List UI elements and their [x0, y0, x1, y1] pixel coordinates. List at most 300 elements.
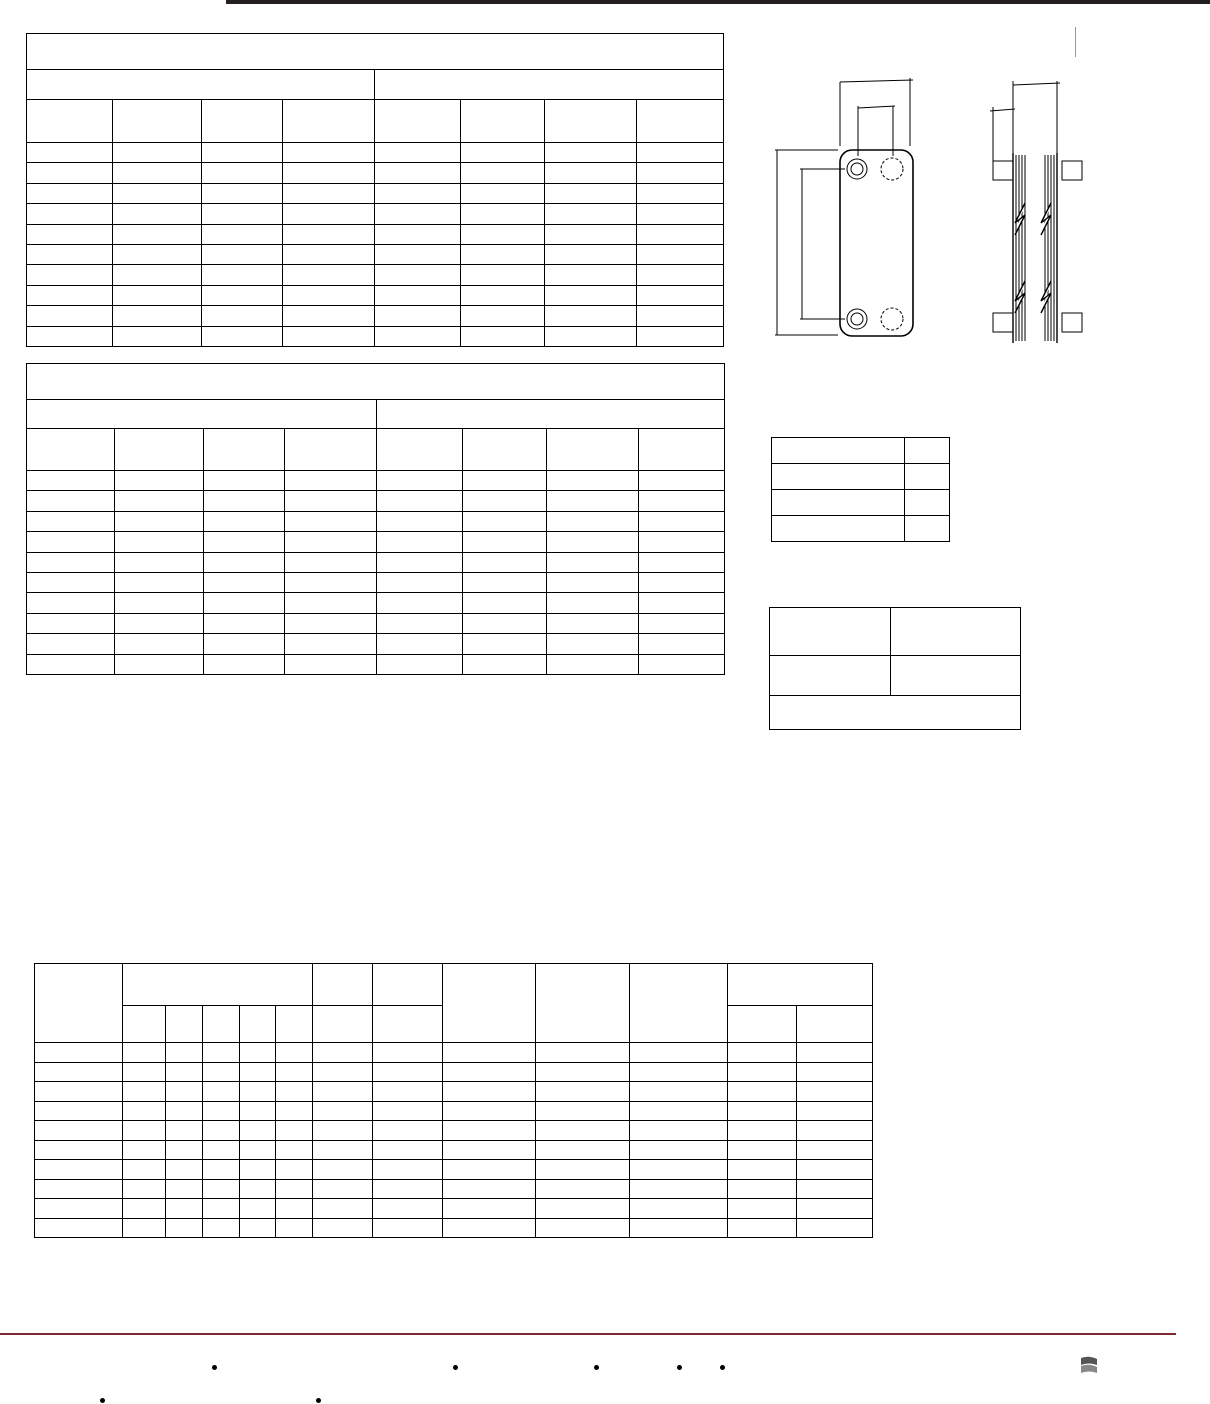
table-cell	[630, 1140, 728, 1160]
table-cell	[113, 224, 202, 244]
table-header-cell	[240, 1006, 276, 1043]
table-cell	[240, 1121, 276, 1141]
table-cell	[202, 204, 283, 224]
table-cell	[547, 552, 639, 572]
table-cell	[113, 204, 202, 224]
table-header-cell	[313, 964, 373, 1006]
table-cell	[283, 143, 375, 163]
table-cell	[276, 1199, 313, 1219]
table-cell	[637, 143, 724, 163]
table-cell	[536, 1082, 630, 1102]
table-cell	[115, 613, 204, 633]
group-header-cell	[375, 70, 724, 100]
table-cell	[461, 163, 545, 183]
table-cell	[115, 572, 204, 592]
table-cell	[545, 306, 637, 326]
table-cell	[204, 654, 285, 674]
table-cell	[536, 1043, 630, 1063]
table-cell	[283, 285, 375, 305]
table-cell	[547, 491, 639, 511]
table-cell	[313, 1121, 373, 1141]
table-cell	[463, 471, 547, 491]
table-header-cell	[536, 964, 630, 1043]
table-cell	[202, 183, 283, 203]
table-cell	[443, 1199, 536, 1219]
table-cell	[377, 634, 463, 654]
table-cell	[123, 1199, 166, 1219]
table-cell	[630, 1160, 728, 1180]
table-row	[27, 471, 725, 491]
table-cell	[113, 183, 202, 203]
table-cell	[166, 1199, 203, 1219]
table-cell	[35, 1062, 123, 1082]
table-cell	[463, 552, 547, 572]
table-cell	[313, 1140, 373, 1160]
table-row	[27, 265, 724, 285]
table-cell	[443, 1218, 536, 1238]
table-cell	[630, 1101, 728, 1121]
table-cell	[545, 204, 637, 224]
table-row	[35, 1199, 873, 1219]
table-cell	[285, 593, 377, 613]
table-cell	[905, 438, 950, 464]
table-cell	[203, 1121, 240, 1141]
footer-bullet	[720, 1365, 725, 1370]
table-cell	[547, 532, 639, 552]
table-cell	[545, 285, 637, 305]
table-row	[27, 244, 724, 264]
table-cell	[373, 1140, 443, 1160]
table-row	[27, 634, 725, 654]
table-cell	[166, 1140, 203, 1160]
table-cell	[770, 696, 1021, 730]
table-cell	[639, 511, 725, 531]
table-header-cell	[27, 100, 113, 143]
table-cell	[285, 491, 377, 511]
table-cell	[536, 1160, 630, 1180]
table-cell	[545, 224, 637, 244]
table-cell	[166, 1082, 203, 1102]
table-row	[27, 511, 725, 531]
table-cell	[373, 1062, 443, 1082]
table-row	[772, 438, 950, 464]
table-row	[35, 1101, 873, 1121]
table-cell	[373, 1199, 443, 1219]
dimensions-table	[34, 963, 873, 1238]
table-cell	[27, 552, 115, 572]
table-row	[35, 1140, 873, 1160]
table-row	[35, 1062, 873, 1082]
table-cell	[637, 326, 724, 346]
table-cell	[905, 464, 950, 490]
table-cell	[285, 511, 377, 531]
table-cell	[204, 552, 285, 572]
table-cell	[797, 1043, 873, 1063]
table-cell	[285, 572, 377, 592]
table-cell	[797, 1218, 873, 1238]
table-cell	[27, 613, 115, 633]
table-header-cell	[27, 429, 115, 471]
table-cell	[115, 471, 204, 491]
table-cell	[283, 204, 375, 224]
table-header-cell	[545, 100, 637, 143]
table-cell	[166, 1218, 203, 1238]
connection-options-table	[769, 607, 1021, 730]
table-cell	[202, 326, 283, 346]
table-header-cell	[375, 100, 461, 143]
table-cell	[285, 634, 377, 654]
table-row	[27, 143, 724, 163]
table-cell	[639, 634, 725, 654]
table-cell	[115, 654, 204, 674]
table-cell	[115, 532, 204, 552]
table-row	[27, 613, 725, 633]
plate-side-view-drawing	[985, 75, 1085, 350]
footer-bullet	[594, 1365, 599, 1370]
table-cell	[27, 183, 113, 203]
table-cell	[35, 1043, 123, 1063]
table-cell	[375, 163, 461, 183]
table-cell	[547, 572, 639, 592]
table-cell	[35, 1140, 123, 1160]
table-cell	[891, 608, 1021, 656]
table-header-cell	[373, 964, 443, 1006]
table-row	[27, 572, 725, 592]
table-cell	[443, 1062, 536, 1082]
table-cell	[240, 1199, 276, 1219]
table-cell	[377, 654, 463, 674]
table-cell	[203, 1101, 240, 1121]
table-cell	[443, 1140, 536, 1160]
table-cell	[630, 1218, 728, 1238]
table-cell	[630, 1121, 728, 1141]
table-cell	[461, 183, 545, 203]
table-cell	[123, 1062, 166, 1082]
table-cell	[630, 1082, 728, 1102]
table-cell	[377, 552, 463, 572]
table-cell	[283, 163, 375, 183]
table-header-cell	[202, 100, 283, 143]
table-cell	[905, 516, 950, 542]
table-cell	[123, 1043, 166, 1063]
group-header-cell	[27, 70, 375, 100]
table-row	[27, 285, 724, 305]
table-header-cell	[373, 1006, 443, 1043]
table-cell	[728, 1140, 797, 1160]
table-cell	[115, 552, 204, 572]
table-cell	[461, 265, 545, 285]
performance-table-1	[26, 33, 724, 347]
table-cell	[27, 471, 115, 491]
table-cell	[166, 1062, 203, 1082]
table-cell	[375, 265, 461, 285]
table-row	[27, 552, 725, 572]
table-cell	[547, 613, 639, 633]
table-row	[27, 306, 724, 326]
table-cell	[463, 572, 547, 592]
table-cell	[547, 634, 639, 654]
table-cell	[728, 1101, 797, 1121]
table-cell	[203, 1043, 240, 1063]
table-cell	[313, 1043, 373, 1063]
table-cell	[630, 1199, 728, 1219]
table-cell	[443, 1043, 536, 1063]
table-cell	[637, 204, 724, 224]
table-cell	[463, 634, 547, 654]
table-cell	[276, 1062, 313, 1082]
table-row	[772, 464, 950, 490]
table-cell	[202, 143, 283, 163]
table-row	[35, 1082, 873, 1102]
table-cell	[377, 572, 463, 592]
table-cell	[203, 1218, 240, 1238]
table-header-cell	[461, 100, 545, 143]
table-cell	[637, 244, 724, 264]
table-cell	[463, 613, 547, 633]
table-cell	[166, 1101, 203, 1121]
table-cell	[639, 491, 725, 511]
table-cell	[443, 1160, 536, 1180]
table-cell	[276, 1179, 313, 1199]
table-cell	[637, 265, 724, 285]
table-cell	[27, 306, 113, 326]
table-cell	[375, 224, 461, 244]
table-cell	[536, 1101, 630, 1121]
table-cell	[240, 1179, 276, 1199]
table-cell	[772, 516, 905, 542]
table-cell	[377, 471, 463, 491]
table-cell	[797, 1062, 873, 1082]
table-cell	[728, 1043, 797, 1063]
table-cell	[283, 183, 375, 203]
table-cell	[461, 306, 545, 326]
table-cell	[630, 1043, 728, 1063]
table-cell	[313, 1082, 373, 1102]
table-cell	[547, 471, 639, 491]
table-cell	[639, 613, 725, 633]
table-row	[27, 491, 725, 511]
table-cell	[463, 654, 547, 674]
table-cell	[375, 143, 461, 163]
table-cell	[204, 572, 285, 592]
table-header-cell	[204, 429, 285, 471]
table-cell	[35, 1218, 123, 1238]
table-cell	[27, 224, 113, 244]
table-cell	[204, 471, 285, 491]
table-cell	[123, 1121, 166, 1141]
table-row	[27, 163, 724, 183]
table-cell	[27, 491, 115, 511]
table-cell	[313, 1101, 373, 1121]
table-row	[27, 183, 724, 203]
table-header-cell	[728, 1006, 797, 1043]
table-cell	[536, 1218, 630, 1238]
table-cell	[728, 1218, 797, 1238]
table-cell	[797, 1160, 873, 1180]
table-cell	[373, 1101, 443, 1121]
table-cell	[375, 244, 461, 264]
table-cell	[35, 1082, 123, 1102]
table-cell	[536, 1179, 630, 1199]
table-cell	[203, 1160, 240, 1180]
table-cell	[283, 224, 375, 244]
table-cell	[35, 1121, 123, 1141]
table-cell	[461, 244, 545, 264]
table-header-cell	[377, 429, 463, 471]
table-cell	[240, 1062, 276, 1082]
table-cell	[461, 143, 545, 163]
table-cell	[461, 285, 545, 305]
table-row	[27, 224, 724, 244]
table-cell	[905, 490, 950, 516]
table-cell	[443, 1082, 536, 1102]
table-cell	[545, 163, 637, 183]
table-cell	[639, 572, 725, 592]
group-header-cell	[27, 400, 377, 429]
table-header-cell	[123, 964, 313, 1006]
table-row	[772, 516, 950, 542]
table-cell	[276, 1121, 313, 1141]
table-header-cell	[728, 964, 873, 1006]
table-cell	[123, 1101, 166, 1121]
table-cell	[772, 490, 905, 516]
table-cell	[536, 1140, 630, 1160]
table-cell	[797, 1179, 873, 1199]
table-header-cell	[276, 1006, 313, 1043]
table-cell	[283, 265, 375, 285]
table-cell	[113, 143, 202, 163]
table-cell	[375, 204, 461, 224]
table-cell	[283, 306, 375, 326]
table-cell	[240, 1082, 276, 1102]
table-cell	[204, 613, 285, 633]
table-cell	[630, 1062, 728, 1082]
table-cell	[547, 511, 639, 531]
table-cell	[27, 511, 115, 531]
footer-bullet	[100, 1398, 105, 1403]
header-divider	[1075, 27, 1076, 57]
table-cell	[463, 511, 547, 531]
table-header-cell	[313, 1006, 373, 1043]
table-cell	[373, 1082, 443, 1102]
table-cell	[166, 1043, 203, 1063]
table-row	[35, 1121, 873, 1141]
table-cell	[27, 204, 113, 224]
table-cell	[377, 511, 463, 531]
table-cell	[283, 244, 375, 264]
table-cell	[313, 1199, 373, 1219]
table-cell	[377, 613, 463, 633]
plate-front-view-drawing	[765, 70, 925, 350]
table-cell	[463, 593, 547, 613]
table-cell	[166, 1160, 203, 1180]
table-cell	[375, 326, 461, 346]
table-cell	[443, 1101, 536, 1121]
table-cell	[545, 326, 637, 346]
table-cell	[772, 438, 905, 464]
table-cell	[123, 1082, 166, 1102]
table-cell	[202, 285, 283, 305]
table-cell	[536, 1121, 630, 1141]
table-cell	[377, 532, 463, 552]
table-cell	[203, 1062, 240, 1082]
header-bar	[226, 0, 1210, 4]
table-cell	[240, 1218, 276, 1238]
table-cell	[276, 1218, 313, 1238]
table-cell	[27, 634, 115, 654]
table-cell	[113, 265, 202, 285]
table-cell	[115, 634, 204, 654]
table-cell	[276, 1140, 313, 1160]
table-row	[35, 1160, 873, 1180]
table-row	[35, 1218, 873, 1238]
table-cell	[461, 204, 545, 224]
table-header-cell	[630, 964, 728, 1043]
table-cell	[797, 1101, 873, 1121]
table-cell	[639, 654, 725, 674]
table-cell	[313, 1179, 373, 1199]
table-row	[27, 593, 725, 613]
table-cell	[35, 1160, 123, 1180]
table-cell	[204, 532, 285, 552]
table-cell	[27, 163, 113, 183]
table-cell	[545, 183, 637, 203]
table-cell	[463, 532, 547, 552]
table-cell	[35, 1199, 123, 1219]
table-cell	[639, 552, 725, 572]
table-header-cell	[115, 429, 204, 471]
table-cell	[313, 1160, 373, 1180]
table-cell	[285, 654, 377, 674]
table-cell	[283, 326, 375, 346]
table-cell	[637, 183, 724, 203]
table-row	[27, 654, 725, 674]
table-cell	[240, 1043, 276, 1063]
table-cell	[204, 634, 285, 654]
table-cell	[377, 491, 463, 511]
table-cell	[637, 285, 724, 305]
table-header-cell	[637, 100, 724, 143]
footer-bullet	[453, 1365, 458, 1370]
table-cell	[770, 608, 891, 656]
table-cell	[313, 1218, 373, 1238]
table-cell	[375, 285, 461, 305]
table-cell	[202, 163, 283, 183]
table-header-cell	[283, 100, 375, 143]
footer-bullet	[677, 1365, 682, 1370]
table-cell	[166, 1121, 203, 1141]
table-cell	[639, 532, 725, 552]
table-cell	[728, 1160, 797, 1180]
table-cell	[240, 1101, 276, 1121]
table-cell	[461, 326, 545, 346]
table-cell	[891, 656, 1021, 696]
table-cell	[377, 593, 463, 613]
table-row	[772, 490, 950, 516]
table-cell	[545, 244, 637, 264]
table-title-cell	[27, 364, 725, 400]
table-cell	[797, 1121, 873, 1141]
table-cell	[203, 1082, 240, 1102]
table-cell	[276, 1160, 313, 1180]
table-cell	[463, 491, 547, 511]
table-cell	[545, 265, 637, 285]
table-cell	[639, 593, 725, 613]
table-cell	[123, 1160, 166, 1180]
table-cell	[204, 511, 285, 531]
table-cell	[202, 244, 283, 264]
table-cell	[27, 244, 113, 264]
